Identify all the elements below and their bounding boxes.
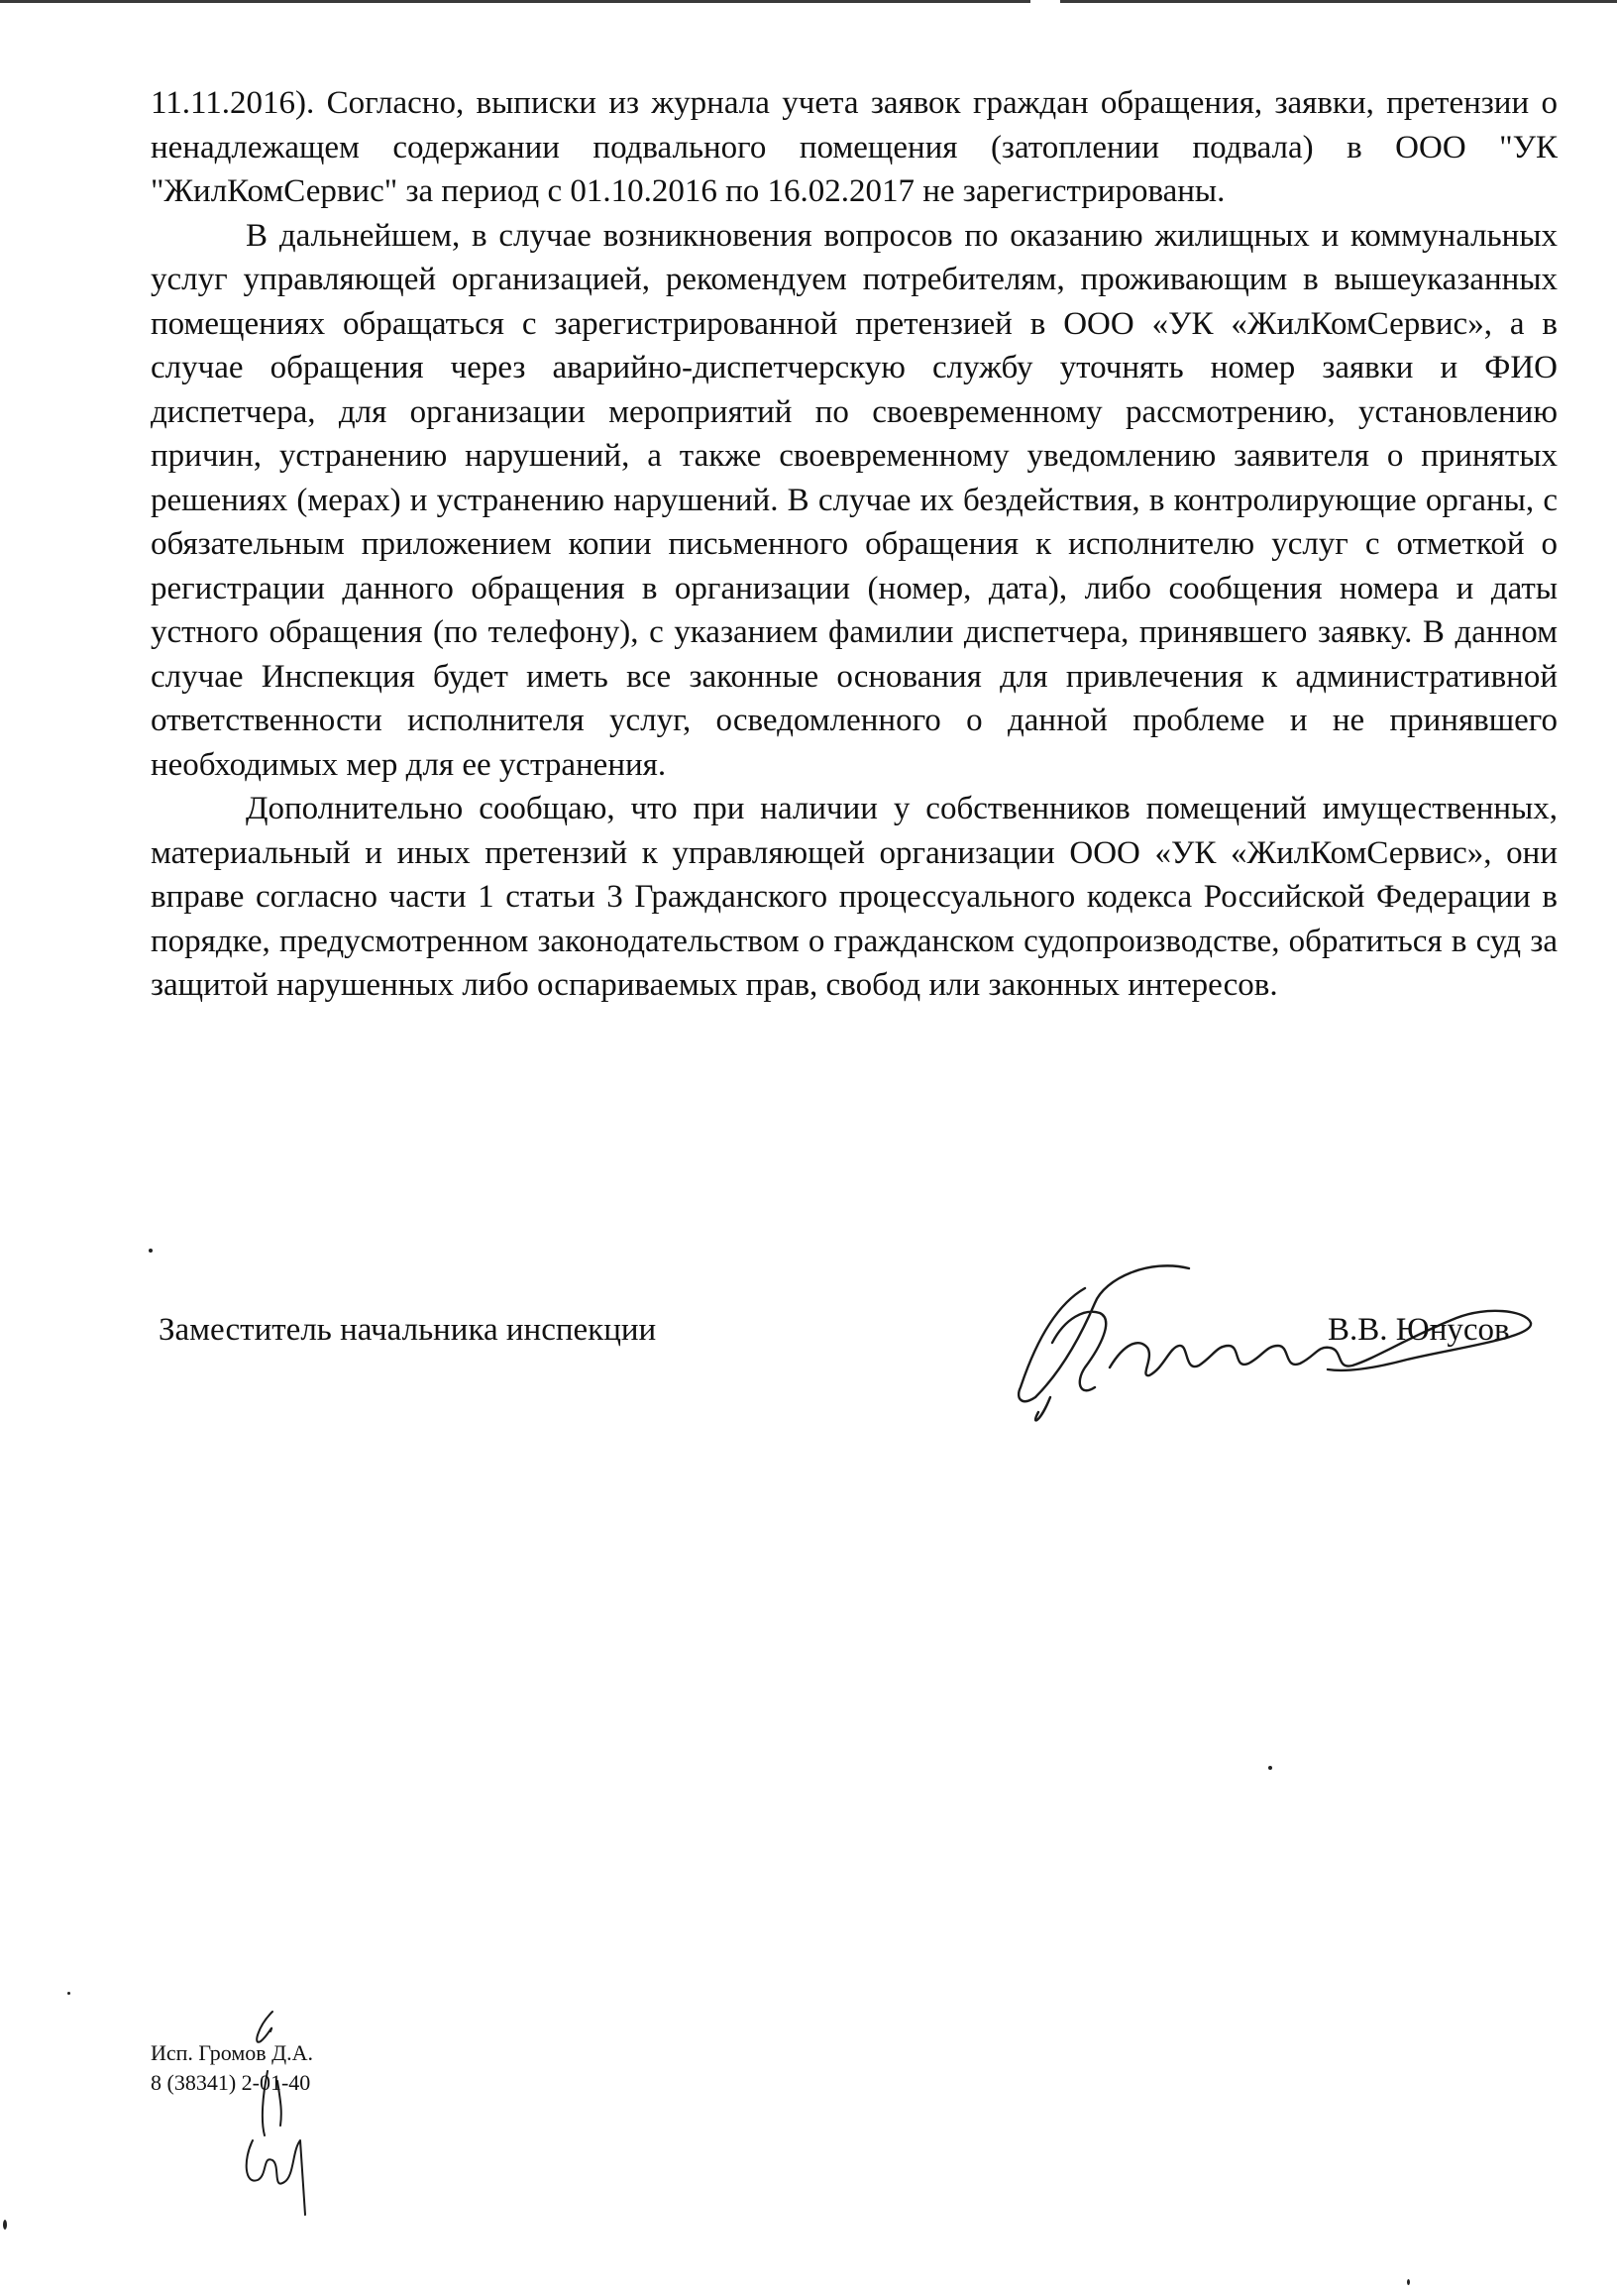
signature-block	[159, 1308, 1546, 1427]
signatory-position: Заместитель начальника инспекции	[159, 1312, 657, 1348]
paragraph-recommendation: В дальнейшем, в случае возникновения вопросов по оказанию жилищных и коммунальных услуг управляющей организацией, рекомендуем потребителям, проживающим в вышеуказанных помещениях обращаться с зарегистрированной претензией в ООО «УК «ЖилКомСервис», а в случае обращения через аварийно-диспетчерскую службу уточнять номер заявки и ФИО диспетчера, для организации мероприятий по своевременному рассмотрению, установлению причин, устранению нарушений, а также своевременному уведомлению заявителя о принятых решениях (мерах) и устранению нарушений. В случае их бездействия, в контролирующие органы, с обязательным приложением копии письменного обращения к исполнителю услуг с отметкой о регистрации данного обращения в организации (номер, дата), либо сообщения номера и даты устного обращения (по телефону), с указанием фамилии диспетчера, принявшего заявку. В данном случае Инспекция будет иметь все законные основания для привлечения к административной ответственности исполнителя услуг, осведомленного о данной проблеме и не принявшего необходимых мер для ее устранения.	[151, 217, 1558, 783]
scan-speck	[149, 1249, 153, 1253]
scan-speck	[1268, 1766, 1272, 1770]
top-scan-edge	[0, 0, 1617, 3]
executor-phone: 8 (38341) 2-01-40	[151, 2070, 311, 2095]
paragraph-continuation: 11.11.2016). Согласно, выписки из журнала учета заявок граждан обращения, заявки, претензии о ненадлежащем содержании подвального помещения (затоплении подвала) в ООО "УК "ЖилКомСервис" за период с 01.10.2016 по 16.02.2017 не зарегистрированы.	[151, 85, 1558, 209]
executor-name: Исп. Громов Д.А.	[151, 2040, 314, 2065]
letter-body	[151, 81, 1558, 1008]
scan-speck	[67, 1992, 70, 1995]
scan-speck	[1407, 2279, 1410, 2285]
paragraph-additional-info: Дополнительно сообщаю, что при наличии у собственников помещений имущественных, материальный и иных претензий к управляющей организации ООО «УК «ЖилКомСервис», они вправе согласно части 1 статьи 3 Гражданского процессуального кодекса Российской Федерации в порядке, предусмотренном законодательством о гражданском судопроизводстве, обратиться в суд за защитой нарушенных либо оспариваемых прав, свобод или законных интересов.	[151, 791, 1558, 1003]
scan-speck	[3, 2220, 7, 2230]
handwritten-initials	[223, 2002, 332, 2220]
executor-info	[151, 2038, 313, 2098]
signatory-name: В.В. Юнусов	[1328, 1312, 1510, 1348]
